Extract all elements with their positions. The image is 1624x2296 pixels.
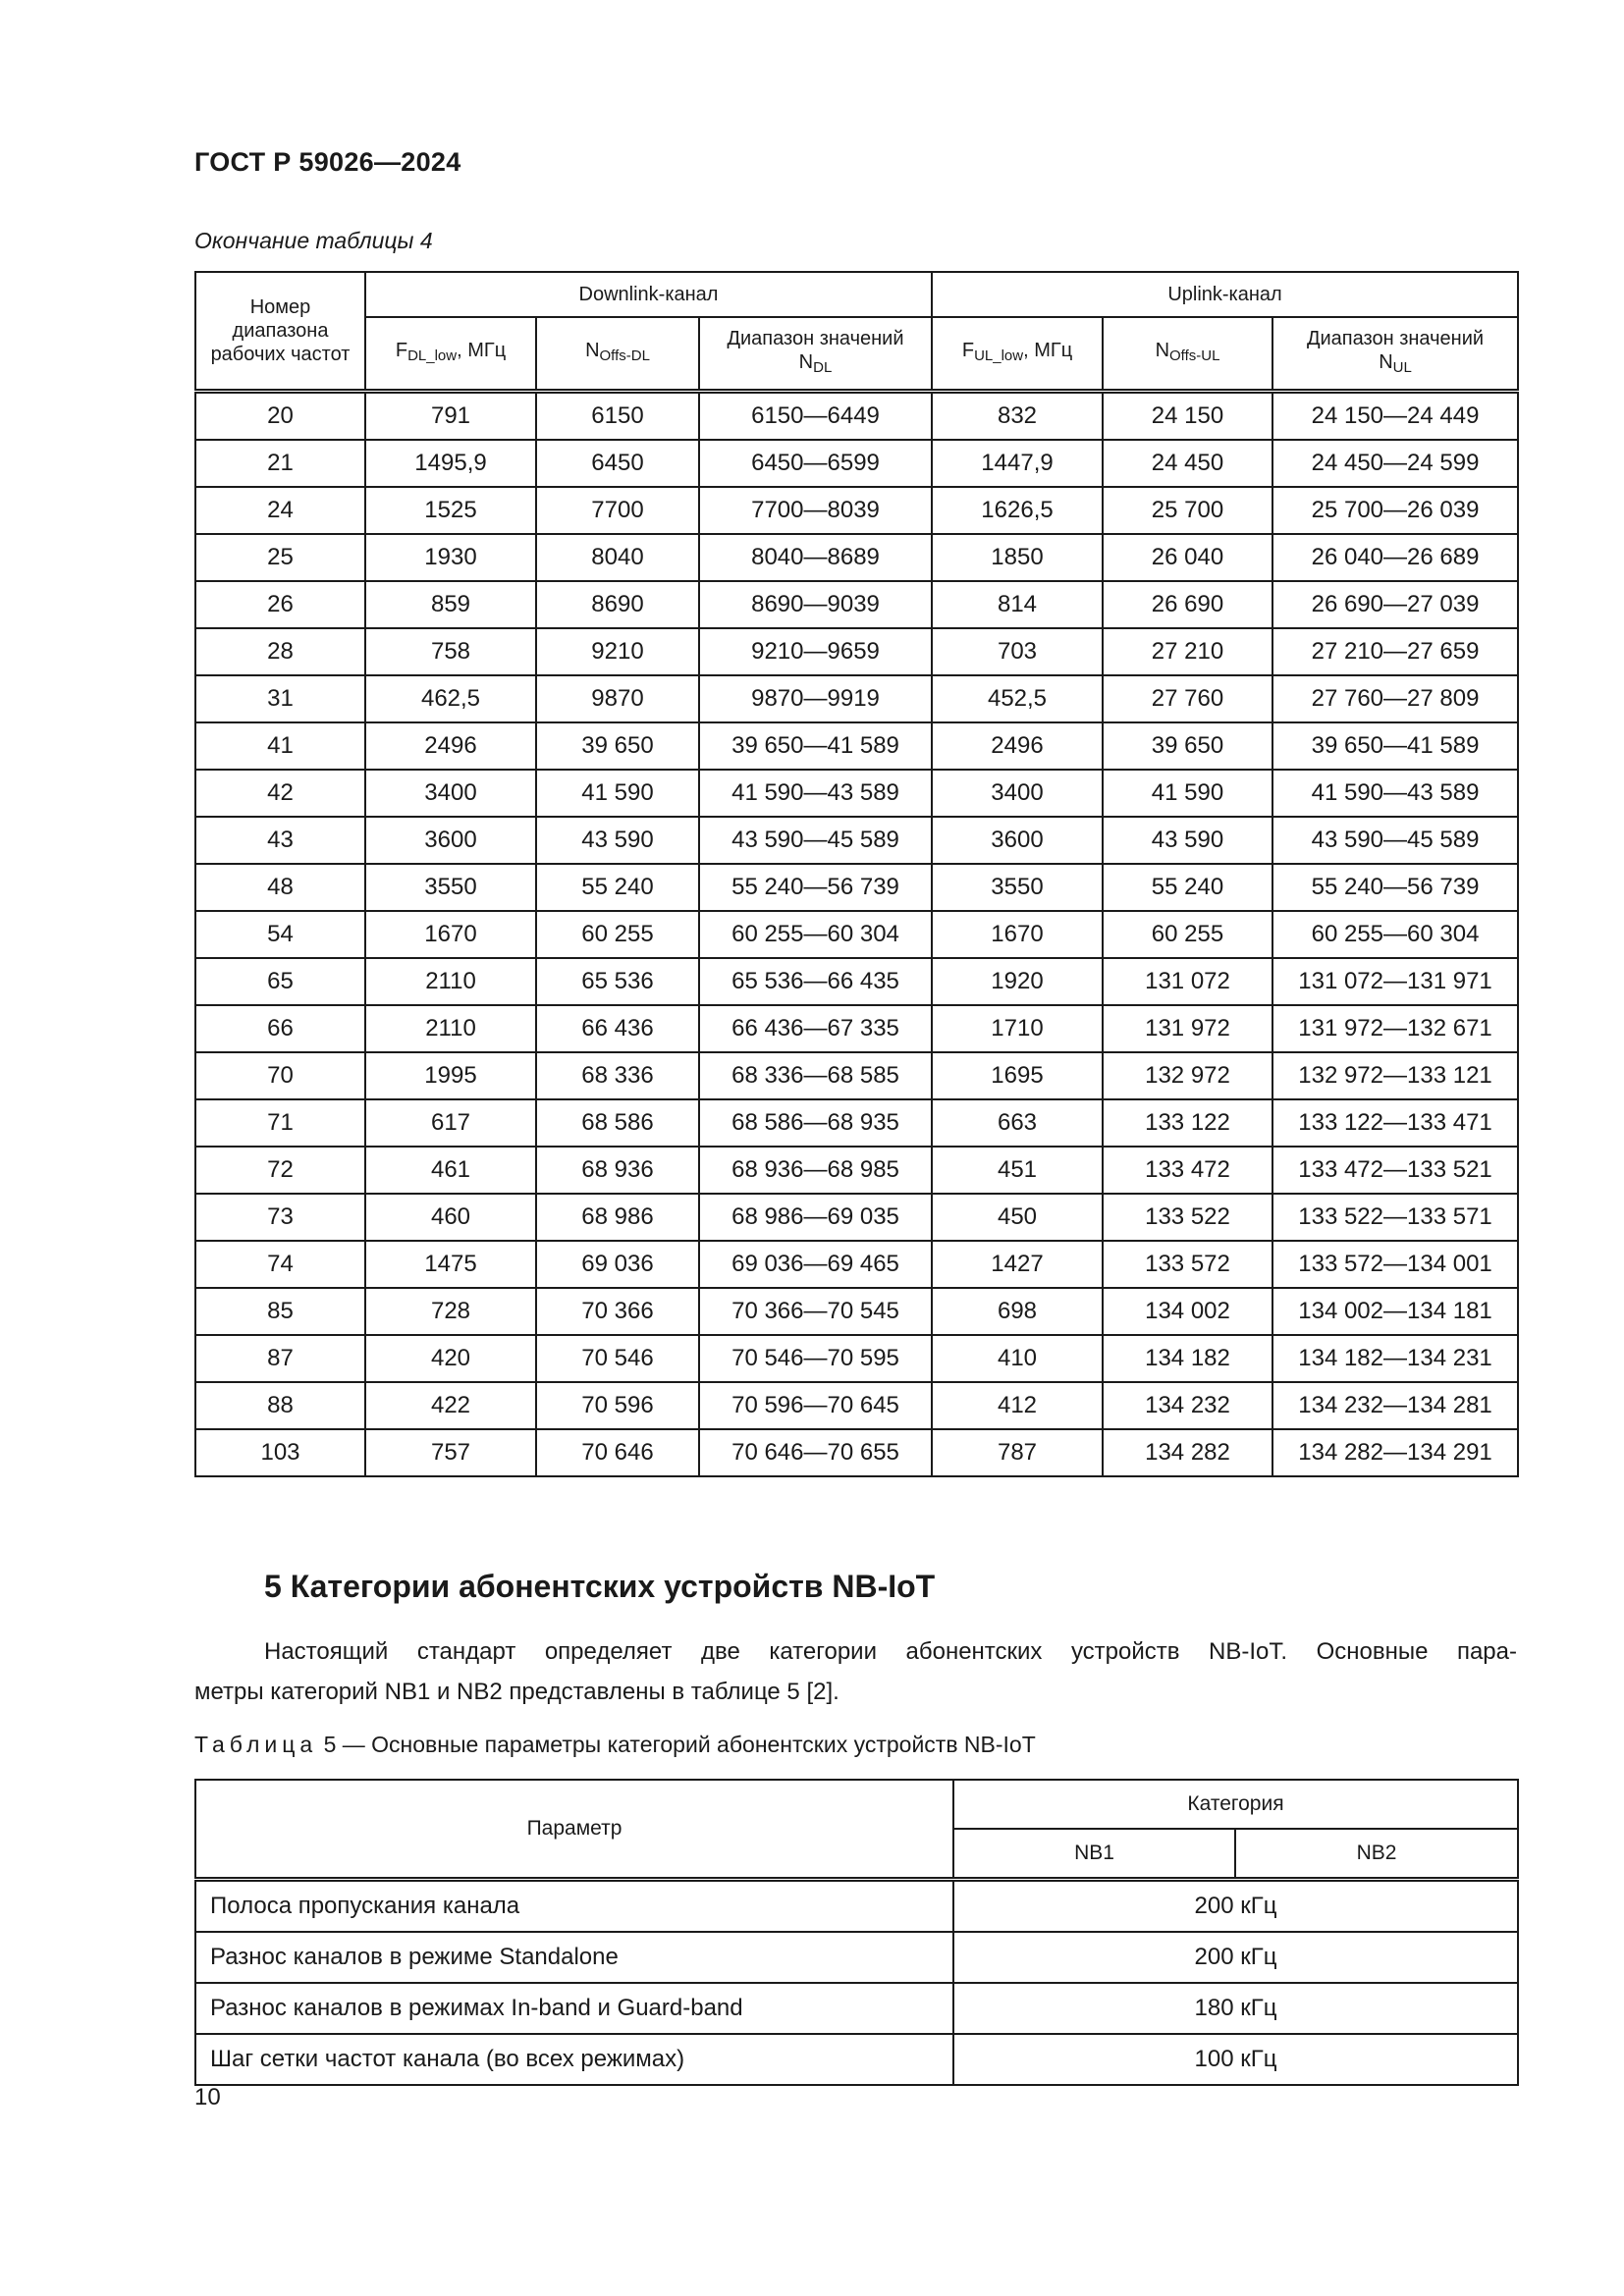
table-cell: 3400 [365, 770, 536, 817]
table-cell: 26 690—27 039 [1272, 581, 1518, 628]
table-cell: 133 572 [1103, 1241, 1272, 1288]
table-cell: 70 596—70 645 [699, 1382, 932, 1429]
parameter-cell: Разнос каналов в режиме Standalone [195, 1932, 953, 1983]
table-cell: 25 [195, 534, 365, 581]
table-row [195, 770, 1518, 817]
table-cell: 1995 [365, 1052, 536, 1099]
table-cell: 1930 [365, 534, 536, 581]
table-row [195, 864, 1518, 911]
table-cell: 43 590 [1103, 817, 1272, 864]
table-cell: 43 590—45 589 [1272, 817, 1518, 864]
table-cell: 68 586—68 935 [699, 1099, 932, 1147]
table-cell: 39 650 [1103, 722, 1272, 770]
table-cell: 1695 [932, 1052, 1103, 1099]
nb1-header: NB1 [953, 1829, 1235, 1880]
table-cell: 133 522—133 571 [1272, 1194, 1518, 1241]
table-cell: 3600 [365, 817, 536, 864]
table-cell: 70 596 [536, 1382, 699, 1429]
table-cell: 460 [365, 1194, 536, 1241]
table-cell: 133 122 [1103, 1099, 1272, 1147]
table-cell: 452,5 [932, 675, 1103, 722]
table-cell: 6450 [536, 440, 699, 487]
ul-offset-header: $N_{Offs-UL}$ [1103, 317, 1272, 392]
table-cell: 8690—9039 [699, 581, 932, 628]
table-row [195, 534, 1518, 581]
table-cell: 41 [195, 722, 365, 770]
table-cell: 68 936—68 985 [699, 1147, 932, 1194]
table-row [195, 1147, 1518, 1194]
table-cell: 6150 [536, 392, 699, 441]
table-cell: 28 [195, 628, 365, 675]
table-cell: 41 590 [536, 770, 699, 817]
table-cell: 131 072 [1103, 958, 1272, 1005]
table-cell: 60 255 [536, 911, 699, 958]
downlink-header: Downlink-канал [365, 272, 932, 317]
parameter-cell: Шаг сетки частот канала (во всех режимах) [195, 2034, 953, 2085]
table-cell: 133 522 [1103, 1194, 1272, 1241]
table-cell: 42 [195, 770, 365, 817]
table-cell: 39 650—41 589 [699, 722, 932, 770]
table5-caption: Таблица 5 — Основные параметры категорий абонентских устройств NB-IoT [194, 1732, 1036, 1757]
table-cell: 66 [195, 1005, 365, 1052]
table-cell: 3600 [932, 817, 1103, 864]
table-cell: 1626,5 [932, 487, 1103, 534]
frequency-band-table [194, 271, 1519, 1477]
table-cell: 25 700—26 039 [1272, 487, 1518, 534]
table-cell: 68 336—68 585 [699, 1052, 932, 1099]
table-cell: 1475 [365, 1241, 536, 1288]
table-cell: 72 [195, 1147, 365, 1194]
table-cell: 55 240 [536, 864, 699, 911]
table-cell: 791 [365, 392, 536, 441]
table-cell: 131 072—131 971 [1272, 958, 1518, 1005]
table-cell: 74 [195, 1241, 365, 1288]
table-cell: 814 [932, 581, 1103, 628]
table-cell: 39 650 [536, 722, 699, 770]
table-cell: 728 [365, 1288, 536, 1335]
value-cell: 100 кГц [953, 2034, 1518, 2085]
table-cell: 27 210 [1103, 628, 1272, 675]
document-id: ГОСТ Р 59026—2024 [194, 147, 461, 177]
table-cell: 54 [195, 911, 365, 958]
table-cell: 27 210—27 659 [1272, 628, 1518, 675]
table-cell: 70 [195, 1052, 365, 1099]
table-cell: 8040 [536, 534, 699, 581]
table-cell: 133 572—134 001 [1272, 1241, 1518, 1288]
table-cell: 420 [365, 1335, 536, 1382]
table-cell: 24 150—24 449 [1272, 392, 1518, 441]
table-cell: 859 [365, 581, 536, 628]
table-cell: 3550 [365, 864, 536, 911]
table-cell: 27 760 [1103, 675, 1272, 722]
table-cell: 1525 [365, 487, 536, 534]
value-cell: 200 кГц [953, 1880, 1518, 1933]
table-cell: 787 [932, 1429, 1103, 1476]
table-cell: 88 [195, 1382, 365, 1429]
table-cell: 1670 [365, 911, 536, 958]
table-cell: 68 936 [536, 1147, 699, 1194]
table-cell: 24 150 [1103, 392, 1272, 441]
table-cell: 60 255—60 304 [699, 911, 932, 958]
table-cell: 7700—8039 [699, 487, 932, 534]
table-cell: 2110 [365, 958, 536, 1005]
table-cell: 26 040 [1103, 534, 1272, 581]
table-cell: 1427 [932, 1241, 1103, 1288]
table-cell: 134 182 [1103, 1335, 1272, 1382]
table-cell: 24 450—24 599 [1272, 440, 1518, 487]
table-cell: 133 122—133 471 [1272, 1099, 1518, 1147]
table-cell: 41 590—43 589 [699, 770, 932, 817]
table-row [195, 1005, 1518, 1052]
table-cell: 1495,9 [365, 440, 536, 487]
table-cell: 60 255 [1103, 911, 1272, 958]
table-cell: 41 590—43 589 [1272, 770, 1518, 817]
table-cell: 462,5 [365, 675, 536, 722]
table-cell: 65 536 [536, 958, 699, 1005]
table-cell: 48 [195, 864, 365, 911]
table-row [195, 817, 1518, 864]
table-cell: 832 [932, 392, 1103, 441]
table-cell: 134 232 [1103, 1382, 1272, 1429]
table-cell: 617 [365, 1099, 536, 1147]
table-cell: 65 [195, 958, 365, 1005]
table-cell: 134 002 [1103, 1288, 1272, 1335]
table-cell: 70 366—70 545 [699, 1288, 932, 1335]
table-row [195, 1194, 1518, 1241]
table-cell: 133 472—133 521 [1272, 1147, 1518, 1194]
table-cell: 27 760—27 809 [1272, 675, 1518, 722]
table-cell: 663 [932, 1099, 1103, 1147]
table-cell: 70 546 [536, 1335, 699, 1382]
category-header: Категория [953, 1780, 1518, 1829]
table-row [195, 1880, 1518, 1933]
table-cell: 422 [365, 1382, 536, 1429]
table-cell: 757 [365, 1429, 536, 1476]
table-row [195, 1099, 1518, 1147]
nb2-header: NB2 [1235, 1829, 1518, 1880]
table-continuation-label: Окончание таблицы 4 [194, 228, 433, 253]
table-cell: 132 972 [1103, 1052, 1272, 1099]
table-cell: 2110 [365, 1005, 536, 1052]
table-cell: 70 646—70 655 [699, 1429, 932, 1476]
table-cell: 26 040—26 689 [1272, 534, 1518, 581]
table-cell: 85 [195, 1288, 365, 1335]
table-cell: 134 282—134 291 [1272, 1429, 1518, 1476]
table-row [195, 958, 1518, 1005]
table-cell: 9210—9659 [699, 628, 932, 675]
table-cell: 6450—6599 [699, 440, 932, 487]
table-cell: 68 586 [536, 1099, 699, 1147]
table-cell: 87 [195, 1335, 365, 1382]
ul-range-header: Диапазон значений $N_{UL}$ [1272, 317, 1518, 392]
table-cell: 24 [195, 487, 365, 534]
table-cell: 3550 [932, 864, 1103, 911]
table-row [195, 1241, 1518, 1288]
table-cell: 703 [932, 628, 1103, 675]
paragraph-line: метры категорий NB1 и NB2 представлены в таблице 5 [2]. [194, 1679, 839, 1705]
parameter-header: Параметр [195, 1780, 953, 1880]
table-cell: 24 450 [1103, 440, 1272, 487]
table-row [195, 1932, 1518, 1983]
table-cell: 9870 [536, 675, 699, 722]
dl-range-header: Диапазон значений $N_{DL}$ [699, 317, 932, 392]
table-cell: 410 [932, 1335, 1103, 1382]
table-cell: 21 [195, 440, 365, 487]
table-row [195, 581, 1518, 628]
table-row [195, 675, 1518, 722]
table-cell: 134 232—134 281 [1272, 1382, 1518, 1429]
table-row [195, 628, 1518, 675]
table-cell: 131 972—132 671 [1272, 1005, 1518, 1052]
value-cell: 180 кГц [953, 1983, 1518, 2034]
table-cell: 43 [195, 817, 365, 864]
table-cell: 132 972—133 121 [1272, 1052, 1518, 1099]
table-cell: 1850 [932, 534, 1103, 581]
table-cell: 6150—6449 [699, 392, 932, 441]
table-cell: 9210 [536, 628, 699, 675]
table-cell: 9870—9919 [699, 675, 932, 722]
table-cell: 69 036—69 465 [699, 1241, 932, 1288]
table-cell: 70 546—70 595 [699, 1335, 932, 1382]
table-cell: 1710 [932, 1005, 1103, 1052]
table-cell: 41 590 [1103, 770, 1272, 817]
table-cell: 70 366 [536, 1288, 699, 1335]
table-cell: 103 [195, 1429, 365, 1476]
table-cell: 55 240—56 739 [1272, 864, 1518, 911]
table-cell: 412 [932, 1382, 1103, 1429]
table-row [195, 440, 1518, 487]
section-paragraph [194, 1631, 1517, 1712]
nbiot-parameters-table [194, 1779, 1519, 2086]
table-row [195, 1335, 1518, 1382]
table-cell: 758 [365, 628, 536, 675]
table-cell: 39 650—41 589 [1272, 722, 1518, 770]
table-cell: 8690 [536, 581, 699, 628]
table-cell: 461 [365, 1147, 536, 1194]
table-row [195, 911, 1518, 958]
table-row [195, 392, 1518, 441]
table-cell: 26 [195, 581, 365, 628]
table-cell: 1920 [932, 958, 1103, 1005]
table-cell: 134 282 [1103, 1429, 1272, 1476]
ul-frequency-header: $F_{UL\_low}$, МГц [932, 317, 1103, 392]
table-row [195, 1382, 1518, 1429]
table-cell: 133 472 [1103, 1147, 1272, 1194]
section-title: 5 Категории абонентских устройств NB-IoT [264, 1569, 936, 1604]
uplink-header: Uplink-канал [932, 272, 1518, 317]
table-cell: 698 [932, 1288, 1103, 1335]
band-number-header: Номер диапазона рабочих частот [195, 272, 365, 392]
table-cell: 7700 [536, 487, 699, 534]
dl-frequency-header: $F_{DL\_low}$, МГц [365, 317, 536, 392]
table-cell: 134 182—134 231 [1272, 1335, 1518, 1382]
parameter-cell: Разнос каналов в режимах In-band и Guard-band [195, 1983, 953, 2034]
parameter-cell: Полоса пропускания канала [195, 1880, 953, 1933]
table-row [195, 1288, 1518, 1335]
table-cell: 66 436 [536, 1005, 699, 1052]
dl-offset-header: $N_{Offs-DL}$ [536, 317, 699, 392]
table-cell: 2496 [932, 722, 1103, 770]
table-cell: 68 336 [536, 1052, 699, 1099]
table-cell: 73 [195, 1194, 365, 1241]
table-cell: 134 002—134 181 [1272, 1288, 1518, 1335]
page-number: 10 [194, 2084, 221, 2110]
table-cell: 60 255—60 304 [1272, 911, 1518, 958]
table-cell: 55 240—56 739 [699, 864, 932, 911]
table-cell: 2496 [365, 722, 536, 770]
table-row [195, 1429, 1518, 1476]
table-cell: 25 700 [1103, 487, 1272, 534]
table-cell: 66 436—67 335 [699, 1005, 932, 1052]
table-cell: 71 [195, 1099, 365, 1147]
table-cell: 1670 [932, 911, 1103, 958]
table-cell: 3400 [932, 770, 1103, 817]
table-cell: 69 036 [536, 1241, 699, 1288]
table-cell: 68 986—69 035 [699, 1194, 932, 1241]
table-cell: 450 [932, 1194, 1103, 1241]
table-row [195, 722, 1518, 770]
table-row [195, 2034, 1518, 2085]
value-cell: 200 кГц [953, 1932, 1518, 1983]
table-cell: 8040—8689 [699, 534, 932, 581]
table-cell: 26 690 [1103, 581, 1272, 628]
table-row [195, 1052, 1518, 1099]
paragraph-line: Настоящий стандарт определяет две категории абонентских устройств NB-IoT. Основные пара- [264, 1638, 1517, 1665]
table-cell: 31 [195, 675, 365, 722]
table-cell: 43 590—45 589 [699, 817, 932, 864]
table-cell: 65 536—66 435 [699, 958, 932, 1005]
table-cell: 131 972 [1103, 1005, 1272, 1052]
table-cell: 55 240 [1103, 864, 1272, 911]
table-cell: 20 [195, 392, 365, 441]
table-cell: 68 986 [536, 1194, 699, 1241]
table-cell: 70 646 [536, 1429, 699, 1476]
table-row [195, 487, 1518, 534]
table-cell: 451 [932, 1147, 1103, 1194]
table-cell: 1447,9 [932, 440, 1103, 487]
table-row [195, 1983, 1518, 2034]
table-cell: 43 590 [536, 817, 699, 864]
